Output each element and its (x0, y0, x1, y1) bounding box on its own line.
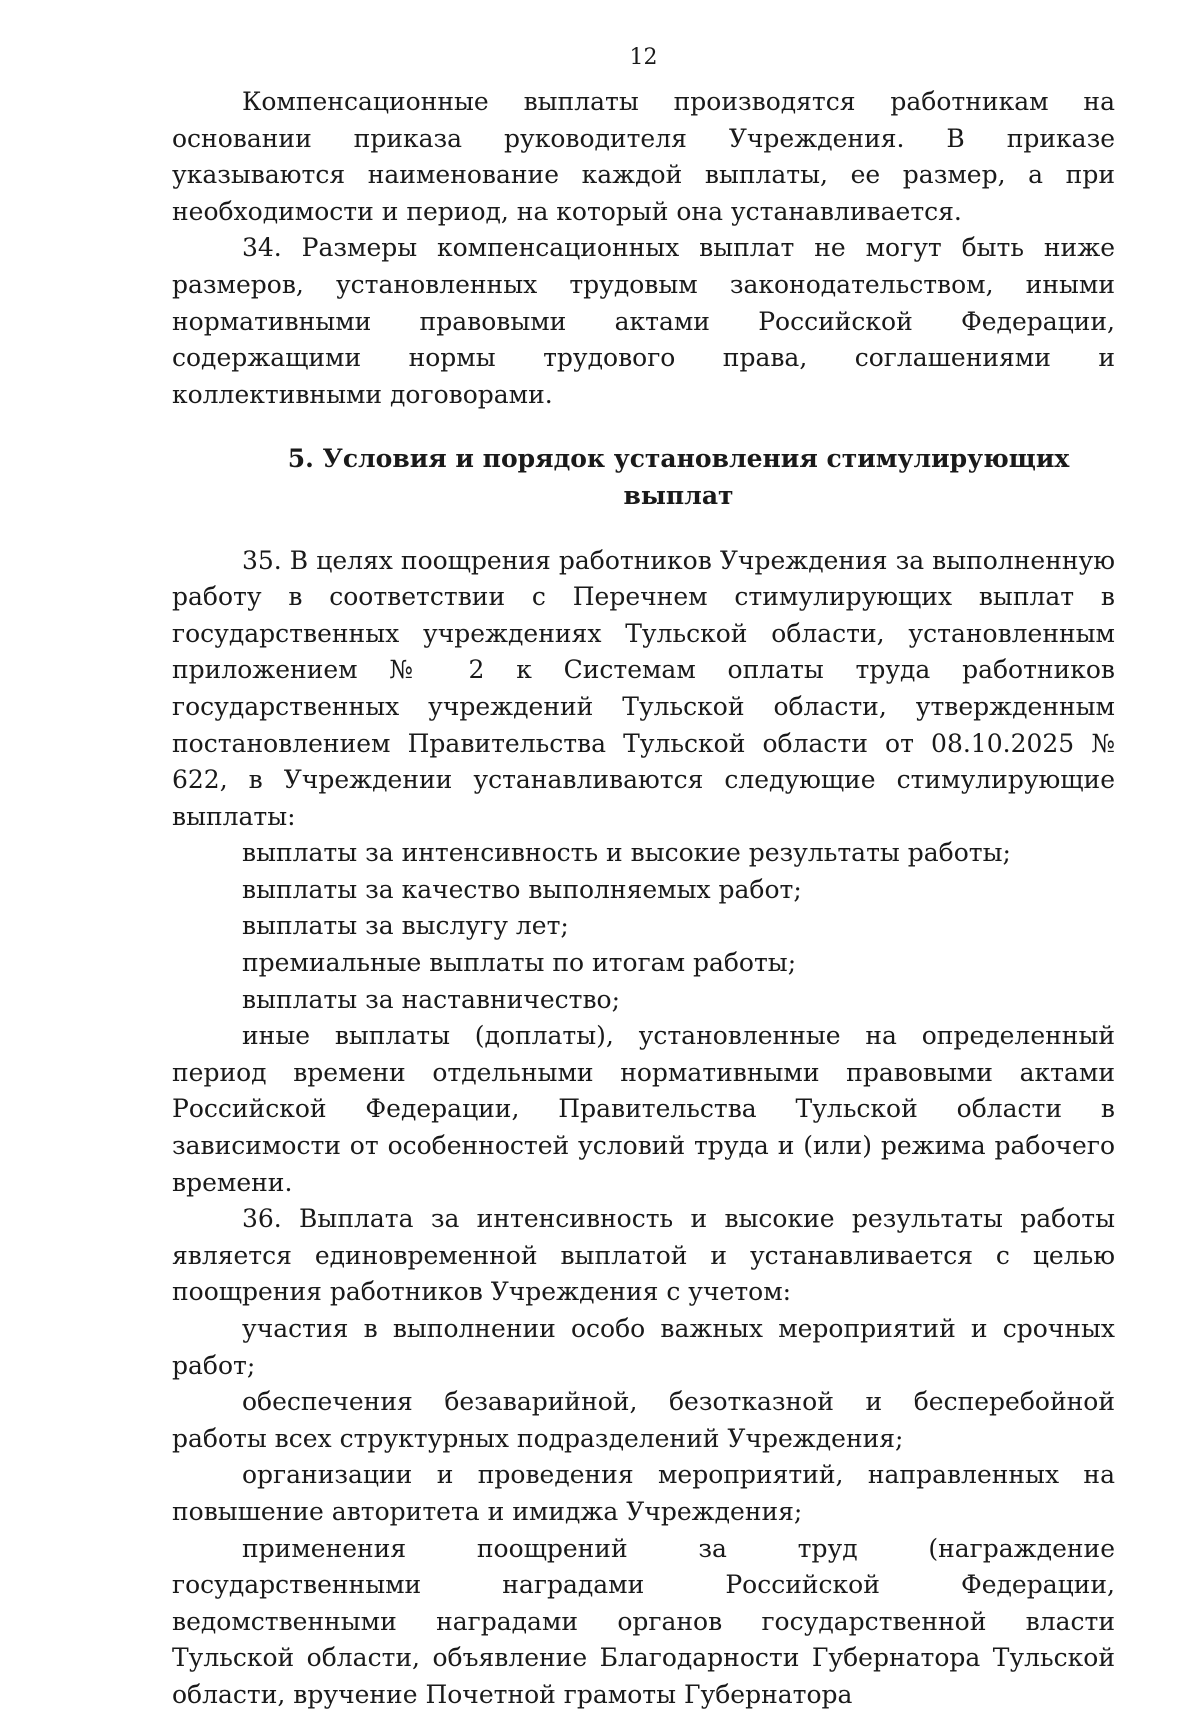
document-page (172, 38, 1115, 1714)
list-item: выплаты за наставничество; (242, 984, 620, 1014)
list-item: выплаты за качество выполняемых работ; (242, 874, 802, 904)
paragraph-34: 34. Размеры компенсационных выплат не могут быть ниже размеров, установленных трудовым законодательством, иными нормативными правовыми актами Российской Федерации, содержащими нормы трудового права, соглашениями и коллективными договорами. (172, 233, 1115, 409)
list-item: обеспечения безаварийной, безотказной и бесперебойной работы всех структурных подразделений Учреждения; (172, 1387, 1115, 1453)
page-number: 12 (629, 45, 658, 70)
list-item: выплаты за выслугу лет; (242, 911, 569, 941)
list-item: применения поощрений за труд (награждение государственными наградами Российской Федерации, ведомственными наградами органов государственной власти Тульской области, объявление Благодарности Губернатора Тульской области, вручение Почетной грамоты Губернатора (172, 1533, 1115, 1709)
paragraph-35: 35. В целях поощрения работников Учреждения за выполненную работу в соответствии с Перечнем стимулирующих выплат в государственных учреждениях Тульской области, установленным приложением № 2 к Системам оплаты труда работников государственных учреждений Тульской области, утвержденным постановлением Правительства Тульской области от 08.10.2025 № 622, в Учреждении устанавливаются следующие стимулирующие выплаты: (172, 545, 1115, 831)
paragraph-compensation-order: Компенсационные выплаты производятся работникам на основании приказа руководителя Учреждения. В приказе указываются наименование каждой выплаты, ее размер, а при необходимости и период, на который она устанавливается. (172, 87, 1115, 226)
list-item: выплаты за интенсивность и высокие результаты работы; (242, 838, 1011, 868)
paragraph-36: 36. Выплата за интенсивность и высокие результаты работы является единовременной выплатой и устанавливается с целью поощрения работников Учреждения с учетом: (172, 1204, 1115, 1307)
list-item: участия в выполнении особо важных мероприятий и срочных работ; (172, 1314, 1115, 1380)
section-title: 5. Условия и порядок установления стимулирующих выплат (287, 444, 1070, 510)
list-item-other-payments: иные выплаты (доплаты), установленные на определенный период времени отдельными нормативными правовыми актами Российской Федерации, Правительства Тульской области в зависимости от особенностей условий труда и (или) режима рабочего времени. (172, 1021, 1115, 1197)
list-item: организации и проведения мероприятий, направленных на повышение авторитета и имиджа Учреждения; (172, 1460, 1115, 1526)
list-item: премиальные выплаты по итогам работы; (242, 948, 797, 978)
